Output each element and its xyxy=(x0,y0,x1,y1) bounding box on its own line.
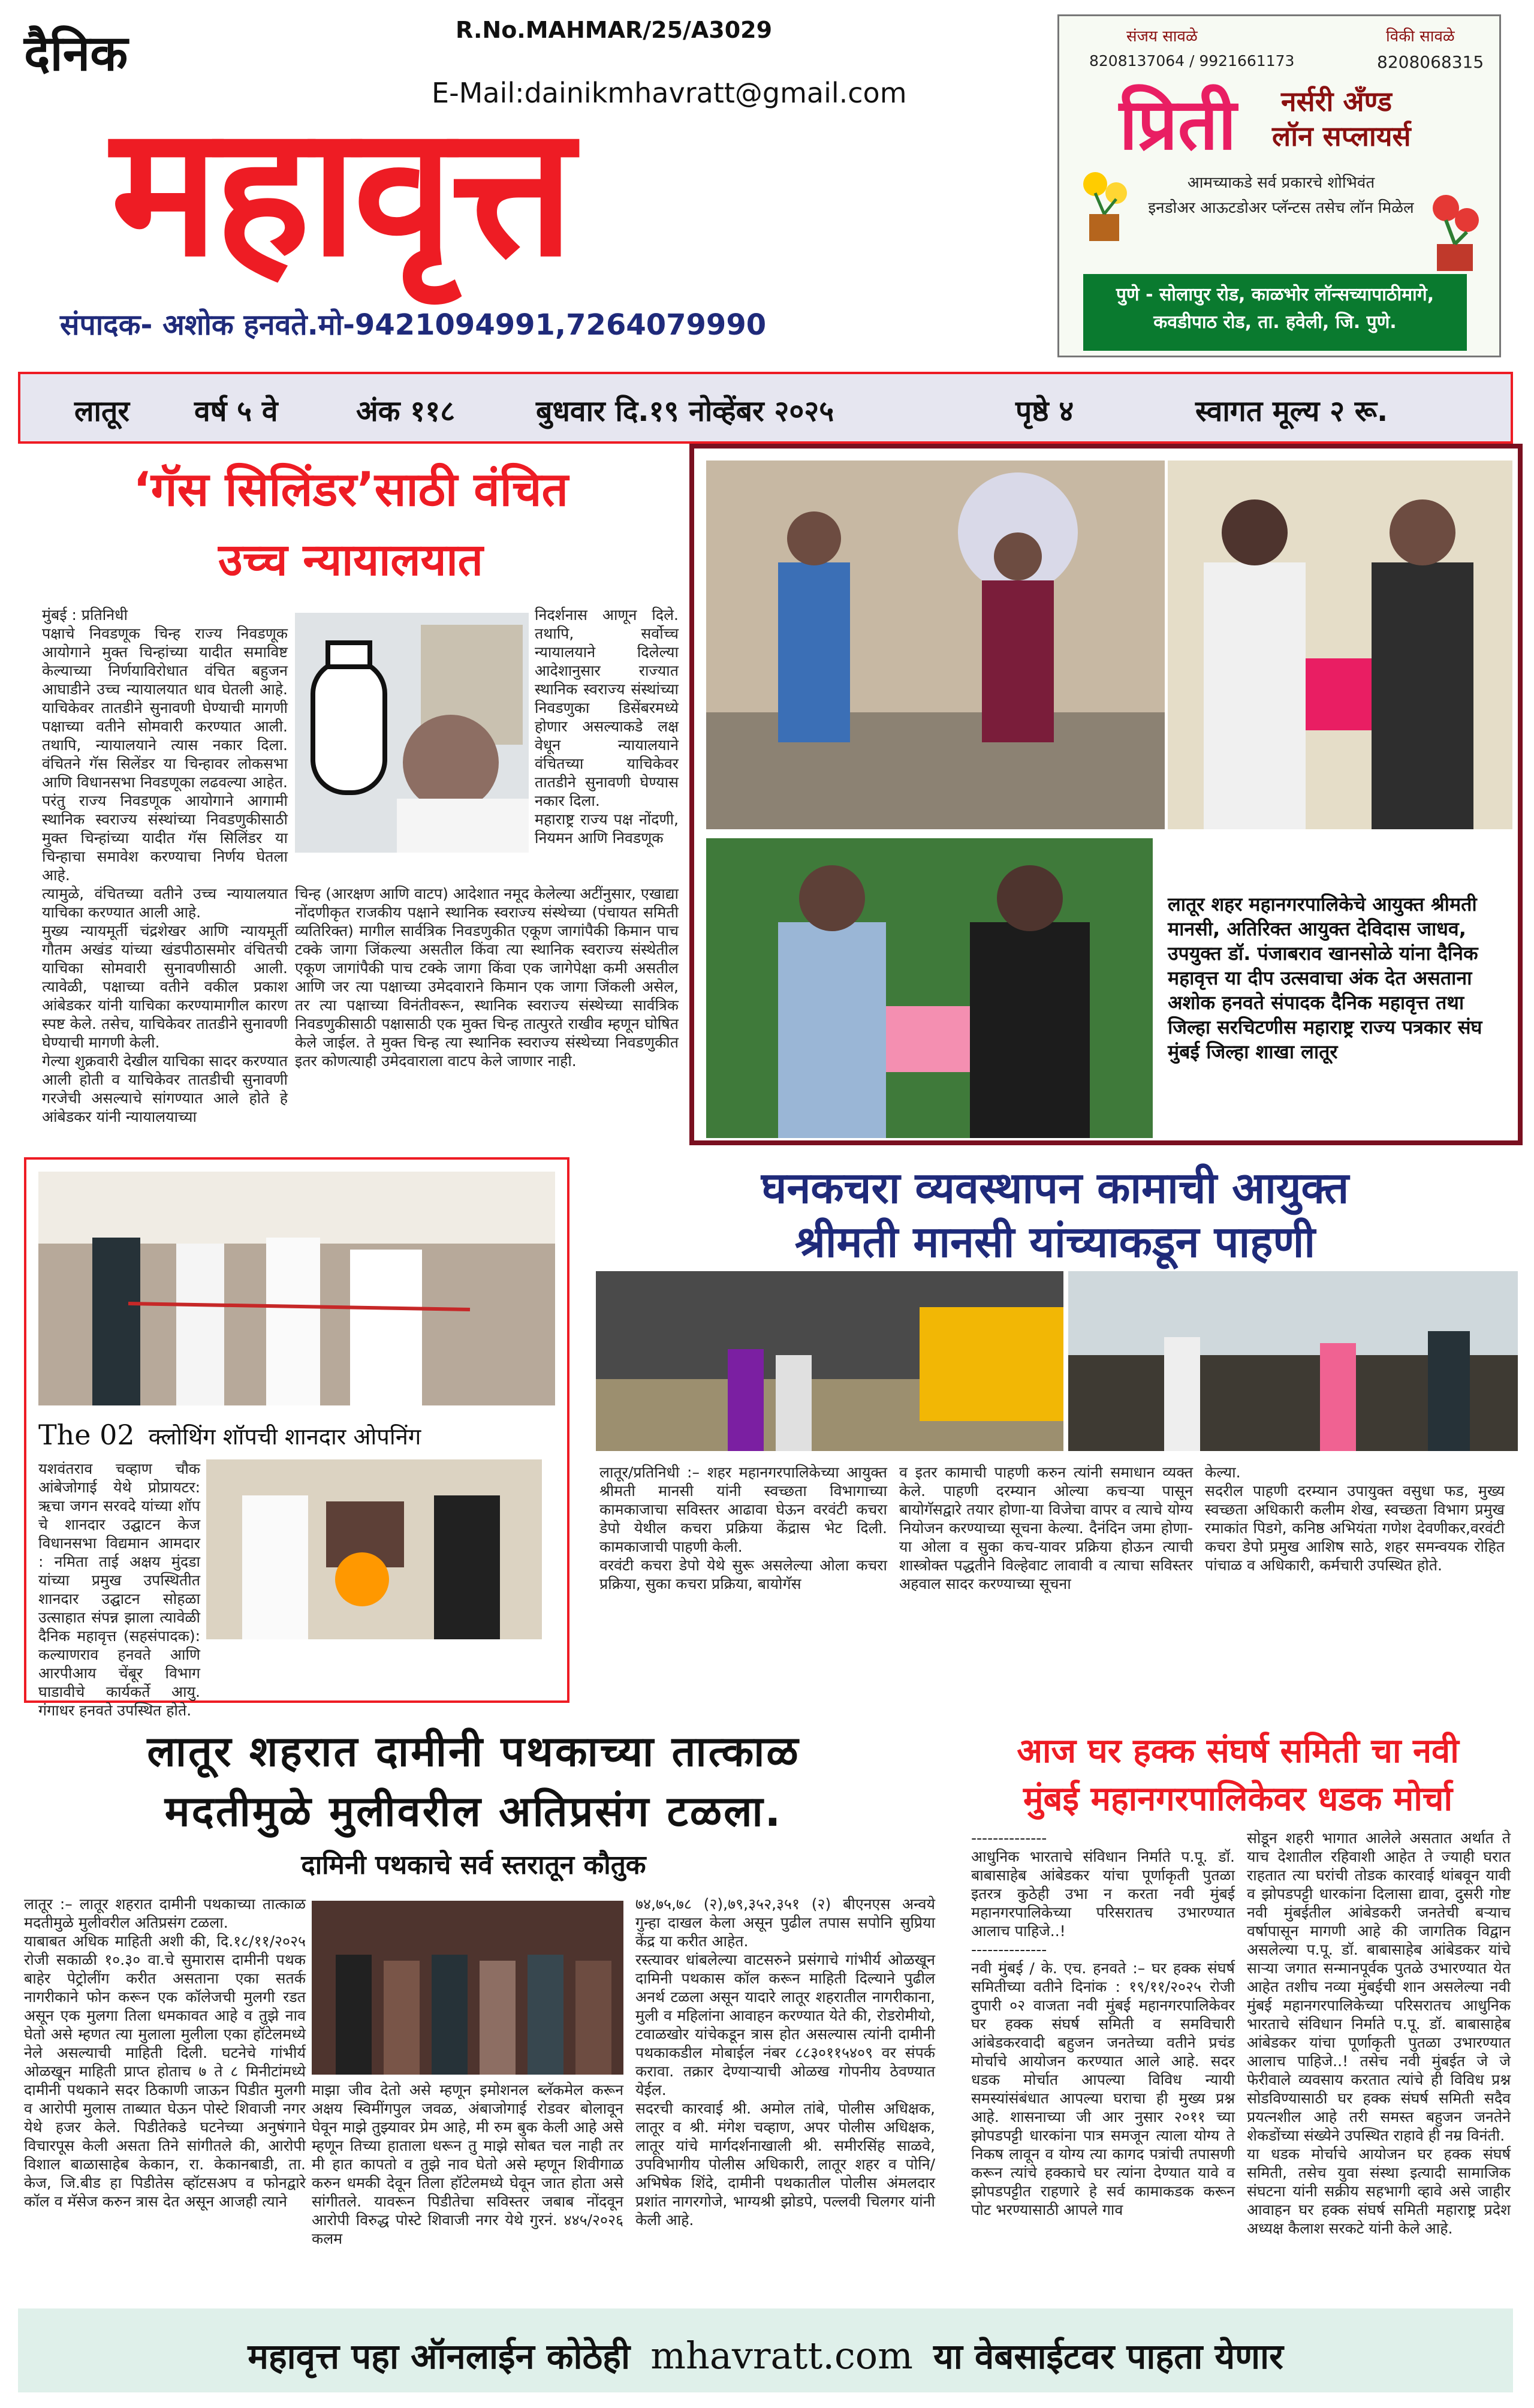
waste-story xyxy=(593,1157,1517,1703)
editor-phone[interactable]: 9421094991,7264079990 xyxy=(354,308,767,342)
editor-name: संपादक- अशोक हनवते.मो- xyxy=(60,308,355,342)
ghar-col2: सोडून शहरी भागात आलेले असतात अर्थात ते याच देशातील रहिवाशी आहेत ते ज्याही घरात राहतात त्या घरांची तोडक कारवाई थांबवून यावी व झोपडपट्टी धारकांना दिलासा द्यावा, दुसरी गोष्ट नवी मुंबईतील आंबेडकरी जनतेची बऱ्याच वर्षापासून मागणी आहे की जागतिक विद्वान असलेल्या प.पू. डॉ. बाबासाहेब आंबेडकर यांचे साऱ्या जगात सन्मानपूर्वक पुतळे उभारण्यात येत आहेत तशीच नव्या मुंबईची शान असलेल्या नवी मुंबई महानगरपालिकेच्या परिसरातच आधुनिक भारताचे संविधान निर्माते प.पू. डॉ. बाबासाहेब आंबेडकर यांचा पूर्णाकृती पुतळा उभारण्यात आलाच पाहिजे..! तसेच नवी मुंबईत जे जे फेरीवाले व्यवसाय करतात त्यांचे ही विविध प्रश्न सोडविण्यासाठी घर हक्क संघर्ष समिती सदैव प्रयत्नशील आहे तरी समस्त बहुजन जनतेने शेकडोंच्या संख्येने उपस्थित राहावे ही नम्र विनंती. या धडक मोर्चाचे आयोजन घर हक्क संघर्ष समिती, तसेच युवा संस्था इत्यादी सामाजिक संघटना यांनी सक्रीय सहभागी व्हावे असे जाहीर आवाहन घर हक्क संघर्ष समिती महाराष्ट्र प्रदेश अध्यक्ष कैलाश सरकटे यांनी केले आहे. xyxy=(1247,1829,1511,2237)
ghar-headline-2: मुंबई महानगरपालिकेवर धडक मोर्चा xyxy=(1023,1780,1452,1819)
clothing-body: यशवंतराव चव्हाण चौक आंबेजोगाई येथे प्रोप्रायटर: ऋचा जगन सरवदे यांच्या शॉप चे शानदार उद्घाटन केज विधानसभा विद्यमान आमदार : नमिता ताई अक्षय मुंदडा यांच्या प्रमुख उपस्थितीत शानदार उद्घाटन सोहळा उत्साहात संपन्न झाला त्यावेळी दैनिक महावृत्त (सहसंपादक): कल्याणराव हनवते आणि आरपीआय चेंबूर विभाग घाडावीचे कार्यकर्ते आयु. गंगाधर हनवते उपस्थित होते. xyxy=(38,1460,200,1719)
gas-story xyxy=(18,456,683,1145)
waste-col2: व इतर कामाची पाहणी करुन त्यांनी समाधान व्यक्त केले. पाहणी दरम्यान ओल्या कचऱ्या पासून बायोगॅसद्वारे तयार होणा-या विजेचा वापर व त्याचे योग्य नियोजन करण्याच्या सूचना केल्या. दैनंदिन जमा होणा-या ओला व सुका कच-यावर प्रक्रिया होऊन त्याची शास्त्रोक्त पद्धतीने विल्हेवाट लावावी व त्याचा सविस्तर अहवाल सादर करण्याच्या सूचना xyxy=(899,1464,1193,1593)
footer-text-before: महावृत्त पहा ऑनलाईन कोठेही xyxy=(248,2336,630,2377)
waste-photo-yard xyxy=(1068,1271,1518,1451)
gas-col2-top: निदर्शनास आणून दिले. तथापि, सर्वोच्च न्यायालयाने दिलेल्या आदेशानुसार राज्यात स्थानिक स्वराज्य संस्थांच्या निवडणुका डिसेंबरमध्ये होणार असल्याकडे लक्ष वेधून न्यायालयाने वंचितच्या याचिकेवर तातडीने सुनावणी घेण्यास नकार दिला. महाराष्ट्र राज्य पक्ष नोंदणी, नियमन आणि निवडणूक xyxy=(535,606,679,847)
footer-text-after: या वेबसाईटवर पाहता येणार xyxy=(933,2336,1283,2377)
ad-tagline1: आमच्याकडे सर्व प्रकारचे शोभिवंत xyxy=(1187,174,1375,192)
gas-photo xyxy=(295,613,529,853)
ad-flower-right-icon xyxy=(1419,178,1491,274)
photo-handover-right xyxy=(1168,460,1512,829)
photo-office-handover xyxy=(706,460,1165,829)
masthead-email[interactable]: E-Mail:dainikmhavratt@gmail.com xyxy=(432,77,907,109)
ad-contact-right-name: विकी सावळे xyxy=(1386,28,1455,46)
photo-greenwall-handover xyxy=(706,838,1153,1138)
damini-headline-2: मदतीमुळे मुलीवरील अतिप्रसंग टळला. xyxy=(164,1787,783,1836)
clothing-photo-ribbon xyxy=(38,1172,555,1405)
masthead-title: महावृत्त xyxy=(111,87,571,296)
damini-headline-1: लातूर शहरात दामीनी पथकाच्या तात्काळ xyxy=(147,1727,800,1776)
ad-line1: नर्सरी अँण्ड xyxy=(1281,85,1392,118)
editor-line xyxy=(60,305,766,344)
waste-photo-shed xyxy=(596,1271,1063,1451)
ghar-col1: -------------- आधुनिक भारताचे संविधान निर्माते प.पू. डॉ. बाबासाहेब आंबेडकर यांचा पूर्णाकृती पुतळा इतरत्र कुठेही उभा न करता नवी मुंबई महानगरपालिकेच्या परिसरातच उभारण्यात आलाच पाहिजे..! -------------- नवी मुंबई / के. एच. हनवते :– घर हक्क संघर्ष समितीच्या वतीने दिनांक : १९/११/२०२५ रोजी दुपारी ०२ वाजता नवी मुंबई महानगरपालिकेवर घर हक्क संघर्ष समिती व समविचारी आंबेडकरवादी बहुजन जनतेच्या वतीने प्रचंड मोर्चाचे आयोजन करण्यात आले आहे. सदर धडक मोर्चात आपल्या विविध न्यायी समस्यांसंबंधात आपल्या घराचा ही मुख्य प्रश्न आहे. शासनाच्या जी आर नुसार २०११ च्या झोपडपट्टी धारकांना पात्र समजून त्याला योग्य ते निकष लावून व योग्य त्या कागद पत्रांची तपासणी करून त्यांचे हक्काचे घर त्यांना देण्यात यावे व झोपडपट्टीत राहणारे हे सर्व कामाकडक करून पोट भरण्यासाठी आपले गाव xyxy=(971,1829,1235,2219)
commissioner-photo-panel xyxy=(689,444,1523,1145)
ad-brand: प्रिती xyxy=(1119,82,1237,165)
masthead xyxy=(0,0,1043,360)
waste-col1: लातूर/प्रतिनिधी :– शहर महानगरपालिकेच्या आयुक्त श्रीमती मानसी यांनी स्वच्छता विभागाच्या कामकाजाचा सविस्तर आढावा घेऊन वरवंटी कचरा डेपो येथील कचरा प्रक्रिया केंद्रास भेट दिली. कामकाजाची पाहणी केली. वरवंटी कचरा डेपो येथे सुरू असलेल्या ओला कचरा प्रक्रिया, सुका कचरा प्रक्रिया, बायोगॅस xyxy=(599,1464,887,1593)
damini-team-photo xyxy=(312,1901,623,2075)
ad-line2: लॉन सप्लायर्स xyxy=(1272,120,1411,152)
dateline-year: वर्ष ५ वे xyxy=(194,395,278,428)
damini-col2: माझा जीव देतो असे म्हणून इमोशनल ब्लॅकमेल करून अक्षय स्विमींगपुल जवळ, अंबाजोगाई रोडवर बोलावून घेवून माझे तुझ्यावर प्रेम आहे, मी रुम बुक केली आहे असे म्हणून तिच्या हाताला धरून तु माझे सोबत चल नाही तर मी हात कापतो व तुझे नाव घेतो असे म्हणून शिवीगाळ करुन धमकी देवून तिला हॉटेलमध्ये घेवून जात होता असे सांगीतले. यावरून पिडीतेचा सविस्तर जबाब नोंदवून आरोपी विरुद्ध पोस्टे शिवाजी नगर येथे गुरनं. ४४५/२०२६ कलम xyxy=(312,2081,623,2247)
waste-headline-1: घनकचरा व्यवस्थापन कामाची आयुक्त xyxy=(761,1163,1349,1213)
damini-story xyxy=(18,1715,941,2266)
damini-col3: ७४,७५,७८ (२),७९,३५२,३५१ (२) बीएनएस अन्वये गुन्हा दाखल केला असून पुढील तपास सपोनि सुप्रिया केंद्र या करीत आहेत. रस्त्यावर धांबलेल्या वाटसरुने प्रसंगाचे गांभीर्य ओळखून दामिनी पथकास कॉल करून माहिती दिल्याने पुढील अनर्थ टळला असून यादारे लातूर शहरातील नागरीकाना, मुली व महिलांना आवाहन करण्यात येते की, रोडरोमीयो, टवाळखोर यांचेकडून त्रास होत असल्यास त्यांनी दामीनी पथकाकडील मोबाईल नंबर ८८३०११५४०९ वर संपर्क करावा. तक्रार देण्याऱ्याची ओळख गोपनीय ठेवण्यात येईल. सदरची कारवाई श्री. अमोल तांबे, पोलीस अधिक्षक, लातूर व श्री. मंगेश चव्हाण, अपर पोलीस अधिक्षक, लातूर यांचे मार्गदर्शनाखाली श्री. समीरसिंह साळवे, उपविभागीय पोलीस अधिकारी, लातूर शहर व पोनि/अभिषेक शिंदे, दामीनी पथकातील पोलीस अंमलदार प्रशांत नागरगोजे, भाग्यश्री झोडपे, पल्लवी चिलगर यांनी केली आहे. xyxy=(635,1895,935,2229)
dateline-issue: अंक ११८ xyxy=(356,395,456,428)
clothing-brand: The 02 xyxy=(38,1419,135,1451)
ad-tagline2: इनडोअर आऊटडोअर प्लॅन्टस तसेच लॉन मिळेल xyxy=(1148,199,1414,217)
daily-label: दैनिक xyxy=(24,25,128,82)
clothing-photo-inauguration xyxy=(206,1459,542,1639)
gas-col1: मुंबई : प्रतिनिधी पक्षाचे निवडणूक चिन्ह राज्य निवडणूक आयोगाने मुक्त चिन्हांच्या यादीत समाविष्ट केल्याच्या निर्णयाविरोधात वंचित बहुजन आघाडीने उच्च न्यायालयात धाव घेतली आहे. याचिकेवर तातडीने सुनावणी घेण्याची मागणी पक्षाच्या वतीने सोमवारी करण्यात आली. तथापि, न्यायालयाने त्यास नकार दिला. वंचितने गॅस सिलेंडर या चिन्हावर लोकसभा आणि विधानसभा निवडणूका लढवल्या आहेत. परंतु राज्य निवडणूक आयोगाने आगामी स्थानिक स्वराज्य संस्थांच्या निवडणुकीसाठी मुक्त चिन्हांच्या यादीत गॅस सिलिंडर या चिन्हाचा समावेश करण्याचा निर्णय घेतला आहे. त्यामुळे, वंचितच्या वतीने उच्च न्यायालयात याचिका करण्यात आली आहे. मुख्य न्यायमूर्ती चंद्रशेखर आणि न्यायमूर्ती गौतम अखंड यांच्या खंडपीठासमोर वंचितची याचिका सोमवारी सुनावणीसाठी आली. त्यावेळी, पक्षाच्या वतीने वकील प्रकाश आंबेडकर यांनी याचिका करण्यामागील कारण स्पष्ट केले. तसेच, याचिकेवर तातडीने सुनावणी घेण्याची मागणी केली. गेल्या शुक्रवारी देखील याचिका सादर करण्यात आली होती व याचिकेवर तातडीची सुनावणी गरजेची असल्याचे सांगण्यात आले होते हे आंबेडकर यांनी न्यायालयाच्या xyxy=(42,606,288,1125)
dateline-date: बुधवार दि.१९ नोव्हेंबर २०२५ xyxy=(536,395,834,428)
nursery-ad xyxy=(1057,14,1501,357)
ad-address-box xyxy=(1083,274,1467,351)
clothing-story xyxy=(24,1157,569,1719)
photo-caption: लातूर शहर महानगरपालिकेचे आयुक्त श्रीमती मानसी, अतिरिक्त आयुक्त देविदास जाधव, उपयुक्त डॉ. पंजाबराव खानसोळे यांना दैनिक महावृत्त या दीप उत्सवाचा अंक देत असताना अशोक हनवते संपादक दैनिक महावृत्त तथा जिल्हा सरचिटणीस महाराष्ट्र राज्य पत्रकार संघ मुंबई जिल्हा शाखा लातूर xyxy=(1168,893,1482,1063)
ad-address2: कवडीपाठ रोड, ता. हवेली, जि. पुणे. xyxy=(1153,312,1397,333)
footer-line xyxy=(18,2331,1513,2379)
ghar-headline-1: आज घर हक्क संघर्ष समिती चा नवी xyxy=(1017,1732,1459,1771)
ad-contact-right-phone: 8208068315 xyxy=(1377,52,1484,72)
gas-col2-wide: चिन्ह (आरक्षण आणि वाटप) आदेशात नमूद केलेल्या अटींनुसार, एखाद्या नोंदणीकृत राजकीय पक्षाने स्थानिक स्वराज्य संस्थेच्या (पंचायत समिती व्यतिरिक्त) मागील सार्वत्रिक निवडणुकीत एकूण जागांपैकी किमान पाच टक्के जागा जिंकल्या असतील किंवा त्या स्थानिक स्वराज्य संस्थेतील एकूण जागांपैकी पाच टक्के जागा किंवा एक जागेपेक्षा कमी असतील आणि जर त्या पक्षाच्या उमेदवाराने किमान एक जागा जिंकली असेल, तर त्या पक्षाच्या विनंतीवरून, स्थानिक स्वराज्य संस्थेच्या सार्वत्रिक निवडणुकीसाठी पक्षासाठी एक मुक्त चिन्ह तात्पुरते राखीव म्हणून घोषित केले जाईल. ते मुक्त चिन्ह त्या स्थानिक स्वराज्य संस्थेच्या निवडणुकीत इतर कोणत्याही उमेदवाराला वाटप केले जाणार नाही. xyxy=(295,885,679,1070)
dateline-price: स्वागत मूल्य २ रू. xyxy=(1195,395,1388,428)
ad-contact-left-name: संजय सावळे xyxy=(1126,28,1198,46)
footer-website-link[interactable]: mhavratt.com xyxy=(650,2334,913,2377)
reg-number: R.No.MAHMAR/25/A3029 xyxy=(456,17,773,43)
ghar-story xyxy=(959,1715,1517,2266)
damini-subhead: दामिनी पथकाचे सर्व स्तरातून कौतुक xyxy=(301,1850,646,1880)
waste-col3: केल्या. सदरील पाहणी दरम्यान उपायुक्त वसुधा फड, मुख्य स्वच्छता अधिकारी कलीम शेख, स्वच्छता विभाग प्रमुख रमाकांत पिडगे, कनिष्ठ अभियंता गणेश देवणीकर,वरवंटी कचरा डेपो प्रमुख आशिष साठे, शहर समन्वयक रोहित पांचाळ व अधिकारी, कर्मचारी उपस्थित होते. xyxy=(1205,1464,1505,1574)
dateline-bar xyxy=(18,372,1513,444)
clothing-headline-text: क्लोथिंग शॉपची शानदार ओपनिंग xyxy=(148,1423,421,1450)
ad-address1: पुणे - सोलापुर रोड, काळभोर लॉन्सच्यापाठीमागे, xyxy=(1116,284,1434,305)
damini-col1: लातूर :– लातूर शहरात दामीनी पथकाच्या तात्काळ मदतीमुळे मुलीवरील अतिप्रसंग टळला. याबाबत अधिक माहिती अशी की, दि.१८/११/२०२५ रोजी सकाळी १०.३० वा.चे सुमारास दामीनी पथक बाहेर पेट्रोलींग करीत असताना एका सतर्क नागरीकाने फोन करून एक कॉलेजची मुलगी रडत असून एक मुलगा तिला धमकावत आहे व तुझे नाव घेतो असे म्हणत त्या मुलाला मुलीला एका हॉटेलमध्ये नेले असल्याची माहिती दिली. घटनेचे गांभीर्य ओळखून माहिती प्राप्त होताच ७ ते ८ मिनीटांमध्ये दामीनी पथकाने सदर ठिकाणी जाऊन पिडीत मुलगी व आरोपी मुलास ताब्यात घेऊन पोस्टे शिवाजी नगर येथे हजर केले. पिडीतेकडे घटनेच्या अनुषंगाने विचारपूस केली असता तिने सांगीतले की, आरोपी विशाल बाळासाहेब केकान, रा. केकानबाडी, ता. केज, जि.बीड हा पिडीतेस व्हॉटसअप व फोनद्वारे कॉल व मॅसेज करुन त्रास देत असून आजही त्याने xyxy=(24,1895,306,2210)
footer-bar xyxy=(18,2308,1513,2392)
gas-headline-2: उच्च न्यायालयात xyxy=(218,534,483,586)
gas-headline-1: ‘गॅस सिलिंडर’साठी वंचित xyxy=(133,463,568,517)
dateline-city: लातूर xyxy=(74,395,129,428)
ad-contact-left-phone: 8208137064 / 9921661173 xyxy=(1089,52,1295,70)
dateline-pages: पृष्ठे ४ xyxy=(1015,395,1074,428)
clothing-headline xyxy=(38,1419,554,1452)
waste-headline-2: श्रीमती मानसी यांच्याकडून पाहणी xyxy=(794,1217,1316,1267)
